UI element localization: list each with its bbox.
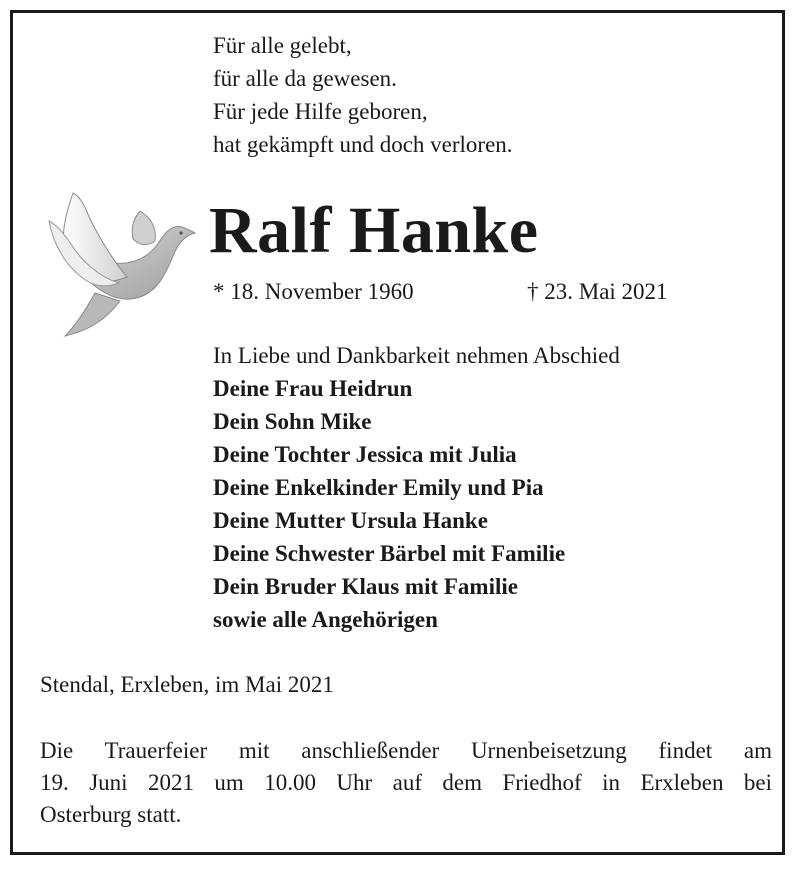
poem-line: für alle da gewesen. [213, 66, 397, 91]
mourners-list [213, 339, 620, 636]
mourner-item: Deine Tochter Jessica mit Julia [213, 442, 517, 467]
mourner-item: Dein Sohn Mike [213, 409, 372, 434]
mourner-item: sowie alle Angehörigen [213, 607, 438, 632]
funeral-line: Osterburg statt. [40, 802, 182, 827]
mourner-item: Deine Schwester Bärbel mit Familie [213, 541, 566, 566]
death-date: † 23. Mai 2021 [527, 279, 668, 304]
funeral-line: 19. Juni 2021 um 10.00 Uhr auf dem Friedhof in Erxleben bei [40, 770, 772, 795]
mourner-item: Deine Frau Heidrun [213, 376, 413, 401]
place-date: Stendal, Erxleben, im Mai 2021 [40, 672, 334, 697]
birth-date: * 18. November 1960 [213, 279, 414, 304]
mourner-item: Deine Enkelkinder Emily und Pia [213, 475, 544, 500]
poem-line: Für alle gelebt, [213, 33, 352, 58]
mourner-item: Deine Mutter Ursula Hanke [213, 508, 488, 533]
poem-line: hat gekämpft und doch verloren. [213, 132, 513, 157]
poem [213, 29, 513, 161]
poem-line: Für jede Hilfe geboren, [213, 99, 428, 124]
funeral-notice [40, 735, 772, 831]
deceased-name: Ralf Hanke [209, 194, 539, 267]
mourners-intro: In Liebe und Dankbarkeit nehmen Abschied [213, 343, 620, 368]
obituary-frame [10, 10, 785, 855]
dove-icon [35, 181, 205, 341]
funeral-line: Die Trauerfeier mit anschließender Urnenbeisetzung findet am [40, 738, 772, 763]
mourner-item: Dein Bruder Klaus mit Familie [213, 574, 518, 599]
